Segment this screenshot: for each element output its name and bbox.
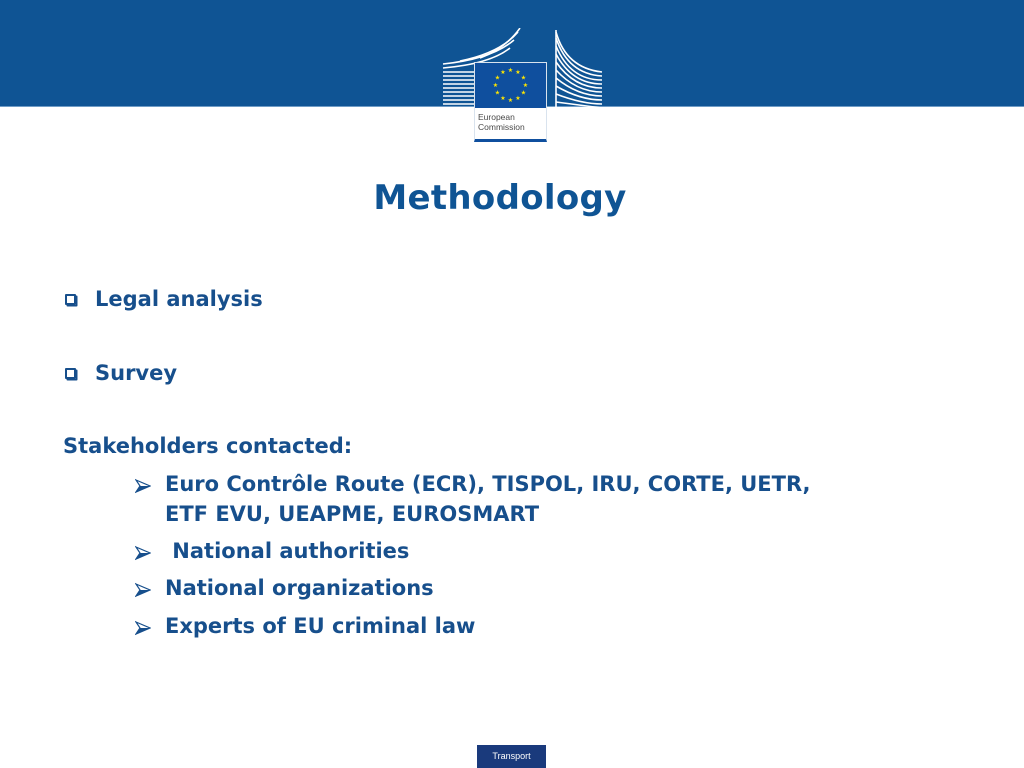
logo-line-1: European [478, 112, 515, 122]
arrow-bullet-icon [135, 620, 151, 636]
stakeholder-line-1-cont: ETF EVU, UEAPME, EUROSMART [165, 502, 540, 526]
stakeholder-eu-criminal-law-experts: Experts of EU criminal law [165, 614, 476, 638]
svg-text:★: ★ [515, 95, 521, 102]
svg-text:★: ★ [492, 82, 499, 89]
svg-text:★: ★ [522, 82, 529, 89]
svg-text:★: ★ [520, 89, 527, 97]
logo-label-box [474, 108, 547, 142]
eu-flag [474, 62, 547, 109]
svg-text:★: ★ [494, 89, 501, 97]
svg-text:★: ★ [507, 67, 514, 74]
eu-stars-icon [475, 63, 546, 109]
bullet-legal-analysis: Legal analysis [95, 287, 263, 311]
stakeholder-national-organizations: National organizations [165, 576, 434, 600]
arrow-bullet-icon [135, 545, 151, 561]
stakeholder-national-authorities: National authorities [165, 539, 410, 563]
svg-text:★: ★ [500, 69, 506, 76]
svg-text:★: ★ [494, 74, 501, 82]
slide-title: Methodology [373, 178, 627, 218]
arrow-bullet-icon [135, 478, 151, 494]
stakeholders-heading: Stakeholders contacted: [63, 434, 353, 458]
logo-line-2: Commission [478, 122, 525, 132]
svg-text:★: ★ [507, 97, 514, 104]
european-commission-logo [440, 28, 606, 143]
svg-text:★: ★ [515, 69, 521, 76]
bullet-survey: Survey [95, 361, 178, 385]
square-bullet-icon [65, 294, 76, 305]
logo-text [478, 112, 525, 132]
arrow-bullet-icon [135, 582, 151, 598]
stakeholder-line-1: Euro Contrôle Route (ECR), TISPOL, IRU, CORTE, UETR, [165, 472, 811, 496]
square-bullet-icon [65, 368, 76, 379]
svg-text:★: ★ [520, 74, 527, 82]
footer-transport-tab: Transport [477, 745, 546, 768]
svg-text:★: ★ [500, 95, 506, 102]
